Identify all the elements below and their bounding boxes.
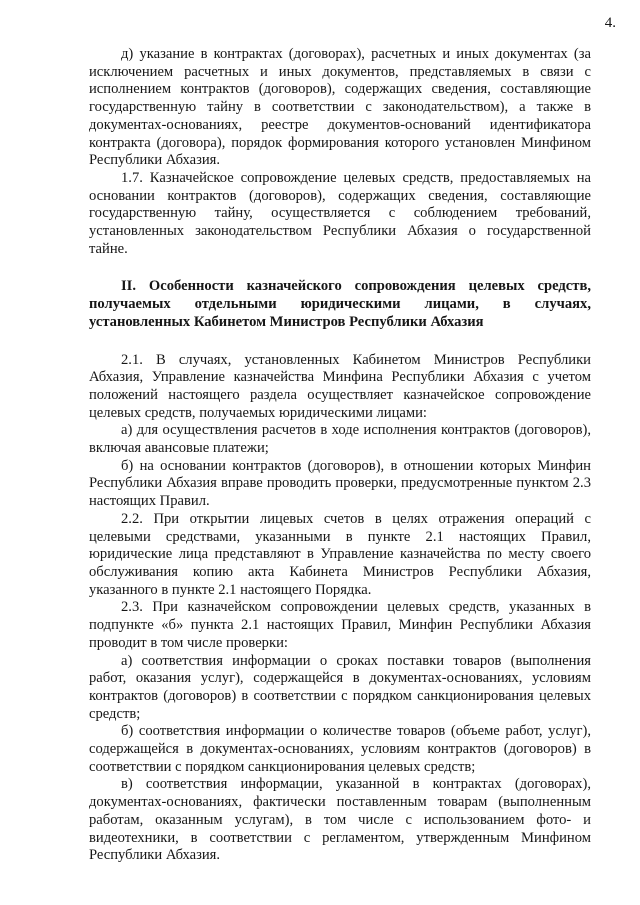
paragraph-2-1: 2.1. В случаях, установленных Кабинетом Министров Республики Абхазия, Управление казначейства Минфина Республики Абхазия с учетом положений настоящего раздела осуществляет казначейское сопровождение целевых средств, получаемых юридическими лицами: bbox=[89, 351, 591, 421]
paragraph-2-1-b: б) на основании контрактов (договоров), в отношении которых Минфин Республики Абхазия вправе проводить проверки, предусмотренные пунктом 2.3 настоящих Правил. bbox=[89, 457, 591, 510]
paragraph-2-3: 2.3. При казначейском сопровождении целевых средств, указанных в подпункте «б» пункта 2.1 настоящих Правил, Минфин Республики Абхазия проводит в том числе проверки: bbox=[89, 599, 591, 651]
section-heading-ii: II. Особенности казначейского сопровождения целевых средств, получаемых отдельными юридическими лицами, в случаях, установленных Кабинетом Министров Республики Абхазия bbox=[89, 278, 591, 330]
page-number: 4. bbox=[604, 15, 616, 31]
paragraph-2-3-v: в) соответствия информации, указанной в контрактах (договорах), документах-основаниях, фактически поставленным товарам (выполненным работам, оказанным услугам), в том числе с использованием фото- и видеотехники, в соответствии с регламентом, утвержденным Минфином Республики Абхазия. bbox=[89, 776, 591, 864]
paragraph-2-1-a: а) для осуществления расчетов в ходе исполнения контрактов (договоров), включая авансовые платежи; bbox=[89, 422, 591, 457]
paragraph-d-contract-identifier: д) указание в контрактах (договорах), расчетных и иных документах (за исключением расчетных и иных документов, представляемых в связи с исполнением контрактов (договоров), содержащих сведения, составляющие государственную тайну в соответствии с законодательством), а также в документах-основаниях, реестре документов-оснований идентификатора контракта (договора), порядок формирования которого установлен Минфином Республики Абхазия. bbox=[89, 46, 591, 169]
paragraph-2-3-b: б) соответствия информации о количестве товаров (объеме работ, услуг), содержащейся в документах-основаниях, условиям контрактов (договоров) в соответствии с порядком санкционирования целевых средств; bbox=[89, 723, 591, 775]
document-body bbox=[89, 46, 591, 865]
paragraph-2-2: 2.2. При открытии лицевых счетов в целях отражения операций с целевыми средствами, указанными в пункте 2.1 настоящих Правил, юридические лица представляют в Управление казначейства по месту своего обслуживания копию акта Кабинета Министров Республики Абхазия, указанного в пункте 2.1 настоящего Порядка. bbox=[89, 510, 591, 598]
paragraph-2-3-a: а) соответствия информации о сроках поставки товаров (выполнения работ, оказания услуг), содержащейся в документах-основаниях, условиям контрактов (договоров) в соответствии с порядком санкционирования целевых средств; bbox=[89, 652, 591, 722]
paragraph-1-7: 1.7. Казначейское сопровождение целевых средств, предоставляемых на основании контрактов (договоров), содержащих сведения, составляющие государственную тайну, осуществляется с соблюдением требований, установленных законодательством Республики Абхазия о государственной тайне. bbox=[89, 169, 591, 257]
